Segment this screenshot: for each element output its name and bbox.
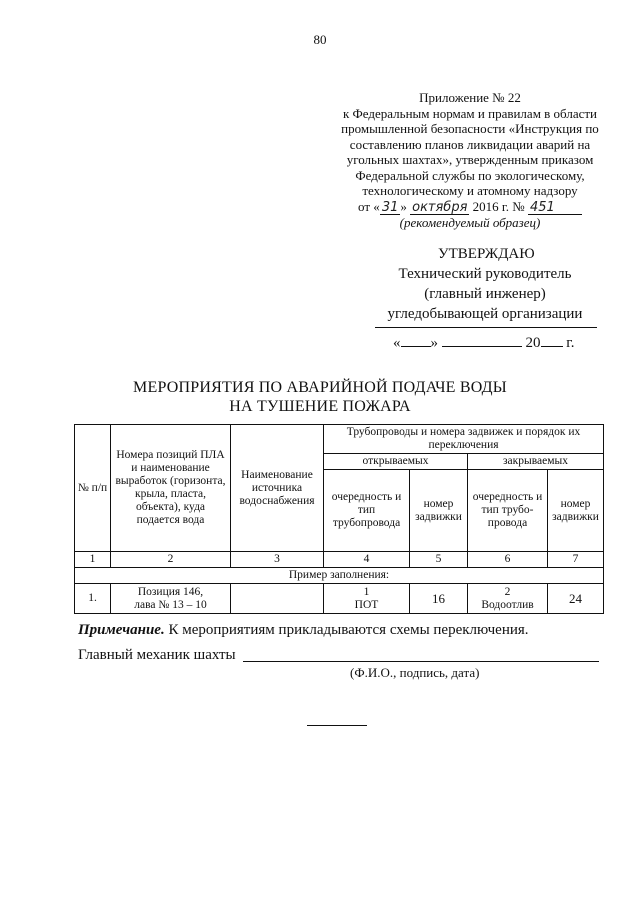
row-close-order-line-2: Водоотлив [481, 598, 534, 611]
annex-header [328, 90, 612, 230]
order-month: октября [412, 199, 468, 215]
approval-line-1: Технический руководитель [398, 266, 572, 282]
note [78, 622, 529, 639]
document-title-line-2: НА ТУШЕНИЕ ПОЖАРА [229, 398, 411, 415]
header-pipes: Трубопроводы и номера задвижек и порядок их переключения [324, 425, 604, 454]
mechanic-label: Главный механик шахты [78, 647, 236, 663]
column-number: 6 [468, 552, 548, 568]
header-positions: Номера позиций ПЛА и наименование выработок (горизонта, крыла, пласта, объекта), куда подается вода [111, 425, 231, 552]
row-close-valve: 24 [548, 584, 604, 614]
annex-order-date [328, 199, 612, 215]
date-prefix: от « [358, 198, 380, 214]
row-open-order-line-2: ПОТ [354, 598, 379, 611]
row-position [111, 584, 231, 614]
column-number: 2 [111, 552, 231, 568]
header-open-order: очередность и тип трубопровода [324, 470, 410, 552]
annex-line-3: промышленной безопасности «Инструкция по [341, 121, 599, 136]
month-blank [442, 333, 522, 347]
order-day: 31 [381, 199, 399, 215]
approval-title: УТВЕРЖДАЮ [438, 246, 535, 262]
row-open-order [324, 584, 410, 614]
note-text: К мероприятиям прикладываются схемы переключения. [168, 622, 529, 638]
annex-line-7: технологическому и атомному надзору [362, 183, 578, 198]
example-label: Пример заполнения: [75, 568, 604, 584]
approval-date-open: « [393, 335, 401, 351]
row-open-order-line-1: 1 [363, 585, 370, 598]
header-open-valve: номер задвижки [410, 470, 468, 552]
row-no: 1. [75, 584, 111, 614]
annex-line-4: составлению планов ликвидации аварий на [349, 136, 591, 152]
day-blank [401, 333, 431, 347]
column-number: 7 [548, 552, 604, 568]
header-source: Наименование источника водоснабжения [231, 425, 324, 552]
annex-line-5: угольных шахтах», утвержденным приказом [346, 152, 594, 167]
row-close-order-line-1: 2 [504, 585, 511, 598]
header-close-valve: номер задвижки [548, 470, 604, 552]
approval-line-3: угледобывающей организации [387, 306, 583, 322]
document-title-line-1: МЕРОПРИЯТИЯ ПО АВАРИЙНОЙ ПОДАЧЕ ВОДЫ [133, 379, 507, 396]
approval-date-close: » [430, 335, 438, 351]
date-sep: » [400, 198, 407, 214]
row-open-valve: 16 [410, 584, 468, 614]
footer-divider [307, 725, 367, 726]
annex-title: Приложение № 22 [419, 90, 521, 105]
column-number: 3 [231, 552, 324, 568]
measures-table [74, 424, 604, 614]
column-number: 4 [324, 552, 410, 568]
signature-line [375, 327, 597, 328]
header-close-order: очередность и тип трубо-провода [468, 470, 548, 552]
header-open: открываемых [324, 454, 468, 470]
approval-year-suffix: г. [566, 335, 575, 351]
note-label: Примечание. [78, 622, 165, 638]
annex-line-2: к Федеральным нормам и правилам в области [342, 105, 598, 121]
header-no: № п/п [75, 425, 111, 552]
page-number: 80 [313, 32, 327, 47]
document-title [0, 378, 640, 416]
approval-date [393, 333, 574, 352]
column-number: 1 [75, 552, 111, 568]
approval-block [355, 244, 615, 324]
sample-note: (рекомендуемый образец) [399, 214, 541, 230]
header-close: закрываемых [468, 454, 604, 470]
annex-line-6: Федеральной службы по экологическому, [355, 167, 585, 183]
approval-year: 20 [525, 335, 541, 351]
row-source [231, 584, 324, 614]
row-close-order [468, 584, 548, 614]
row-position-line-2: лава № 13 – 10 [134, 598, 207, 611]
mechanic-signature-line [243, 661, 599, 662]
row-position-line-1: Позиция 146, [137, 585, 204, 598]
column-number: 5 [410, 552, 468, 568]
order-number: 451 [528, 201, 582, 215]
year-blank [541, 333, 563, 347]
mechanic-caption: (Ф.И.О., подпись, дата) [350, 665, 480, 680]
approval-line-2: (главный инженер) [424, 286, 546, 302]
order-year: 2016 г. № [472, 198, 525, 214]
table-row [75, 584, 604, 614]
